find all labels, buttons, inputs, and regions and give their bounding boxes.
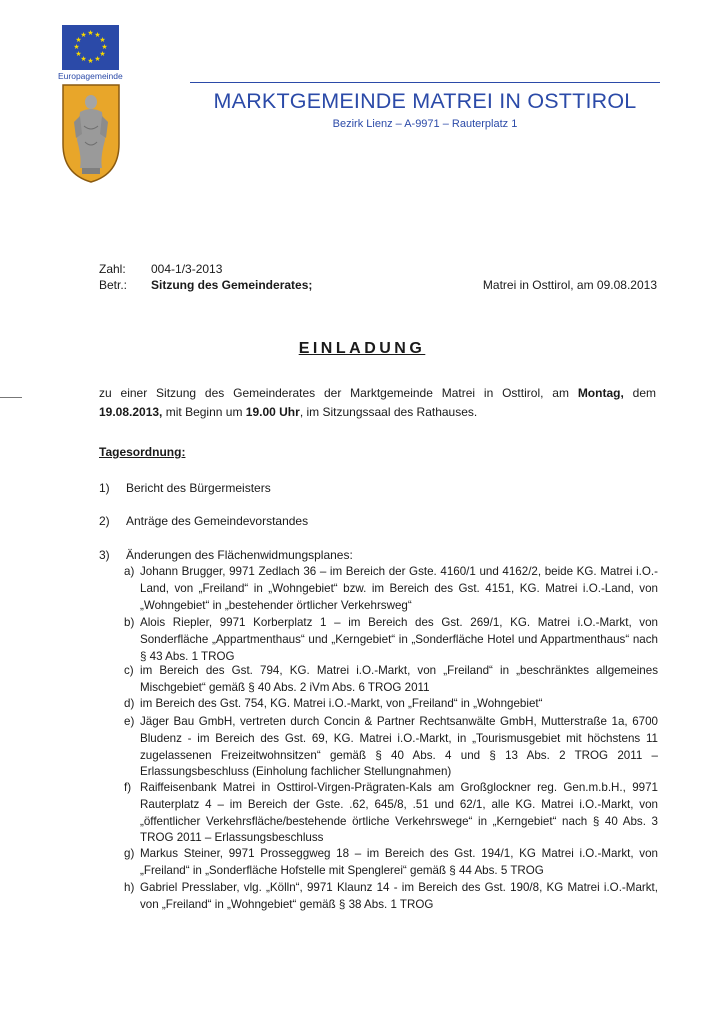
betr-value: Sitzung des Gemeinderates; bbox=[151, 278, 313, 292]
svg-text:★: ★ bbox=[80, 31, 87, 39]
agenda-number: 2) bbox=[99, 514, 110, 528]
agenda-subitem bbox=[108, 564, 658, 614]
invitation-text-1: zu einer Sitzung des Gemeinderates der Marktgemeinde Matrei in Osttirol, am bbox=[99, 386, 578, 400]
subitem-letter: h) bbox=[124, 881, 135, 894]
invitation-text-2: dem bbox=[623, 386, 657, 400]
subitem-text: Alois Riepler, 9971 Korberplatz 1 – im Bereich des Gst. 269/1, KG. Matrei i.O.-Markt, von Sonderfläche „Appartmenthaus“ und „Kerngebiet“ in „Sonderfläche Hotel und Appartmenthaus“ nach § 43 Abs. 1 TROG bbox=[140, 616, 658, 663]
svg-text:★: ★ bbox=[80, 55, 87, 63]
svg-text:★: ★ bbox=[75, 36, 82, 44]
subitem-letter: f) bbox=[124, 781, 132, 794]
document-heading: EINLADUNG bbox=[298, 340, 426, 357]
agenda-title: Tagesordnung: bbox=[99, 445, 186, 459]
svg-text:★: ★ bbox=[73, 43, 80, 51]
zahl-label: Zahl: bbox=[99, 262, 126, 276]
agenda-subitem bbox=[108, 780, 658, 847]
meeting-date: 19.08.2013, bbox=[99, 405, 163, 419]
subitem-letter: a) bbox=[124, 565, 135, 578]
subitem-letter: d) bbox=[124, 697, 135, 710]
agenda-subitem bbox=[108, 846, 658, 880]
agenda-number: 1) bbox=[99, 481, 110, 495]
municipality-title: MARKTGEMEINDE MATREI IN OSTTIROL bbox=[213, 89, 637, 113]
invitation-text-3: mit Beginn um bbox=[162, 405, 246, 419]
invitation-text-4: , im Sitzungssaal des Rathauses. bbox=[299, 405, 478, 419]
subitem-text: Markus Steiner, 9971 Prosseggweg 18 – im Bereich des Gst. 194/1, KG Matrei i.O.-Markt, von „Freiland“ in „Sonderfläche Hofstelle mit Spenglerei“ gemäß § 44 Abs. 5 TROG bbox=[140, 847, 658, 877]
header-rule bbox=[190, 82, 660, 83]
zahl-value: 004-1/3-2013 bbox=[151, 262, 223, 276]
subitem-text: im Bereich des Gst. 754, KG. Matrei i.O.-Markt, von „Freiland“ in „Wohngebiet“ bbox=[140, 697, 543, 710]
agenda-number: 3) bbox=[99, 548, 110, 562]
agenda-subitem bbox=[108, 880, 658, 914]
eu-flag-icon bbox=[62, 25, 119, 70]
subitem-text: im Bereich des Gst. 794, KG. Matrei i.O.-Markt, von „Freiland“ in „beschränktes allgemeines Mischgebiet“ gemäß § 40 Abs. 2 iVm Abs. 6 TROG 2011 bbox=[140, 664, 658, 694]
subitem-text: Gabriel Presslaber, vlg. „Kölln“, 9971 Klaunz 14 - im Bereich des Gst. 190/8, KG Matrei i.O.-Markt, von „Freiland“ in „Wohngebiet“ gemäß § 38 Abs. 1 TROG bbox=[140, 881, 658, 911]
subitem-text: Jäger Bau GmbH, vertreten durch Concin & Partner Rechtsanwälte GmbH, Mutterstraße 1a, 6700 Bludenz - im Bereich des Gst. 69, KG. Matrei i.O.-Markt, in „Tourismusgebiet mit höchstens 11 zugelassenen Freizeitwohnsitzen“ gemäß § 40 Abs. 4 und § 13 Abs. 2 TROG 2011 – Erlassungsbeschluss (Einholung fachlicher Stellungnahmen) bbox=[140, 715, 658, 779]
subitem-letter: g) bbox=[124, 847, 135, 860]
meeting-day: Montag, bbox=[577, 386, 624, 400]
svg-text:★: ★ bbox=[99, 50, 106, 58]
svg-text:★: ★ bbox=[94, 31, 101, 39]
subitem-letter: b) bbox=[124, 616, 135, 629]
subitem-letter: c) bbox=[124, 664, 134, 677]
invitation-paragraph bbox=[99, 384, 656, 422]
agenda-item: Änderungen des Flächenwidmungsplanes: bbox=[126, 548, 353, 562]
agenda-subitem bbox=[108, 663, 658, 697]
municipal-crest-icon bbox=[60, 82, 122, 184]
svg-text:★: ★ bbox=[101, 43, 108, 51]
svg-text:★: ★ bbox=[87, 57, 94, 65]
svg-text:★: ★ bbox=[75, 50, 82, 58]
agenda-subitem bbox=[108, 696, 658, 713]
place-date: Matrei in Osttirol, am 09.08.2013 bbox=[482, 278, 657, 292]
agenda-item: Anträge des Gemeindevorstandes bbox=[126, 514, 309, 528]
agenda-subitem bbox=[108, 714, 658, 781]
agenda-subitem bbox=[108, 615, 658, 665]
subitem-text: Raiffeisenbank Matrei in Osttirol-Virgen-Prägraten-Kals am Großglockner reg. Gen.m.b.H., 9971 Rauterplatz 4 – im Bereich der Gste. .62, 645/8, .51 und 62/1, alle KG. Matrei i.O.-Markt, von „öffentlicher Verkehrsfläche/bestehende örtliche Verkehrswege“ in „Kerngebiet“ nach § 40 Abs. 3 TROG 2011 – Erlassungsbeschluss bbox=[140, 781, 658, 845]
svg-text:★: ★ bbox=[99, 36, 106, 44]
eu-label: Europagemeinde bbox=[58, 71, 123, 81]
subitem-text: Johann Brugger, 9971 Zedlach 36 – im Bereich der Gste. 4160/1 und 4162/2, beide KG. Matrei i.O.-Land, von „Freiland“ in „Wohngebiet“ bzw. im Bereich des Gst. 4151, KG. Matrei i.O.-Land, von „Wohngebiet“ in „bestehender örtlicher Verkehrsweg“ bbox=[140, 565, 658, 612]
agenda-item: Bericht des Bürgermeisters bbox=[126, 481, 271, 495]
margin-mark bbox=[0, 397, 22, 398]
meeting-time: 19.00 Uhr bbox=[245, 405, 300, 419]
subitem-letter: e) bbox=[124, 715, 135, 728]
betr-label: Betr.: bbox=[99, 278, 128, 292]
svg-text:★: ★ bbox=[87, 29, 94, 37]
svg-text:★: ★ bbox=[94, 55, 101, 63]
municipality-address: Bezirk Lienz – A-9971 – Rauterplatz 1 bbox=[332, 118, 518, 130]
